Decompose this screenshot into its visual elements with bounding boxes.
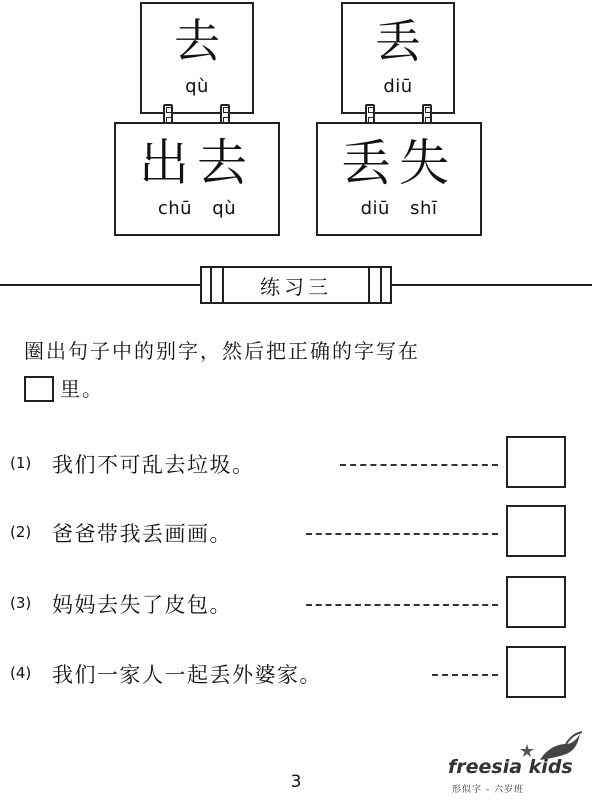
question-number: (1) bbox=[10, 454, 32, 472]
instruction-line2: 里。 bbox=[60, 377, 104, 401]
card-chuqu-chars: 出去 bbox=[139, 134, 255, 192]
question-text: 爸爸带我丢画画。 bbox=[52, 522, 232, 546]
card-diu-pinyin: diū bbox=[383, 76, 413, 97]
section-banner bbox=[200, 266, 392, 304]
card-diushi-pinyin: diū shī bbox=[360, 198, 438, 219]
leader-dashes bbox=[306, 533, 498, 535]
question-text: 我们一家人一起丢外婆家。 bbox=[52, 663, 322, 687]
instruction-line1: 圈出句子中的别字，然后把正确的字写在 bbox=[24, 339, 420, 363]
brand-logo bbox=[448, 730, 588, 796]
question-text: 我们不可乱去垃圾。 bbox=[52, 453, 255, 477]
card-diushi bbox=[316, 122, 482, 236]
card-qu-pinyin: qù bbox=[185, 76, 209, 97]
card-qu-char: 去 bbox=[174, 14, 220, 68]
card-chuqu-pinyin: chū qù bbox=[157, 198, 237, 219]
question-number: (3) bbox=[10, 594, 32, 612]
instruction-answer-box bbox=[24, 376, 54, 402]
card-diu bbox=[341, 2, 455, 114]
question-number: (4) bbox=[10, 664, 32, 682]
section-title: 练习三 bbox=[222, 268, 370, 302]
answer-box[interactable] bbox=[506, 646, 566, 698]
section-rule-right bbox=[392, 284, 592, 286]
card-diu-char: 丢 bbox=[375, 14, 421, 68]
brand-name: freesia kids bbox=[448, 756, 573, 778]
page-number: 3 bbox=[290, 772, 302, 792]
leader-dashes bbox=[340, 464, 498, 466]
section-rule-left bbox=[0, 284, 200, 286]
card-qu bbox=[140, 2, 254, 114]
leader-dashes bbox=[306, 604, 498, 606]
card-chuqu bbox=[114, 122, 280, 236]
brand-subtitle: 形似字 - 六岁班 bbox=[452, 785, 524, 795]
instruction bbox=[24, 332, 564, 408]
card-diushi-chars: 丢失 bbox=[341, 134, 457, 192]
answer-box[interactable] bbox=[506, 436, 566, 488]
answer-box[interactable] bbox=[506, 576, 566, 628]
leader-dashes bbox=[432, 674, 498, 676]
question-text: 妈妈去失了皮包。 bbox=[52, 593, 232, 617]
answer-box[interactable] bbox=[506, 505, 566, 557]
question-number: (2) bbox=[10, 523, 32, 541]
